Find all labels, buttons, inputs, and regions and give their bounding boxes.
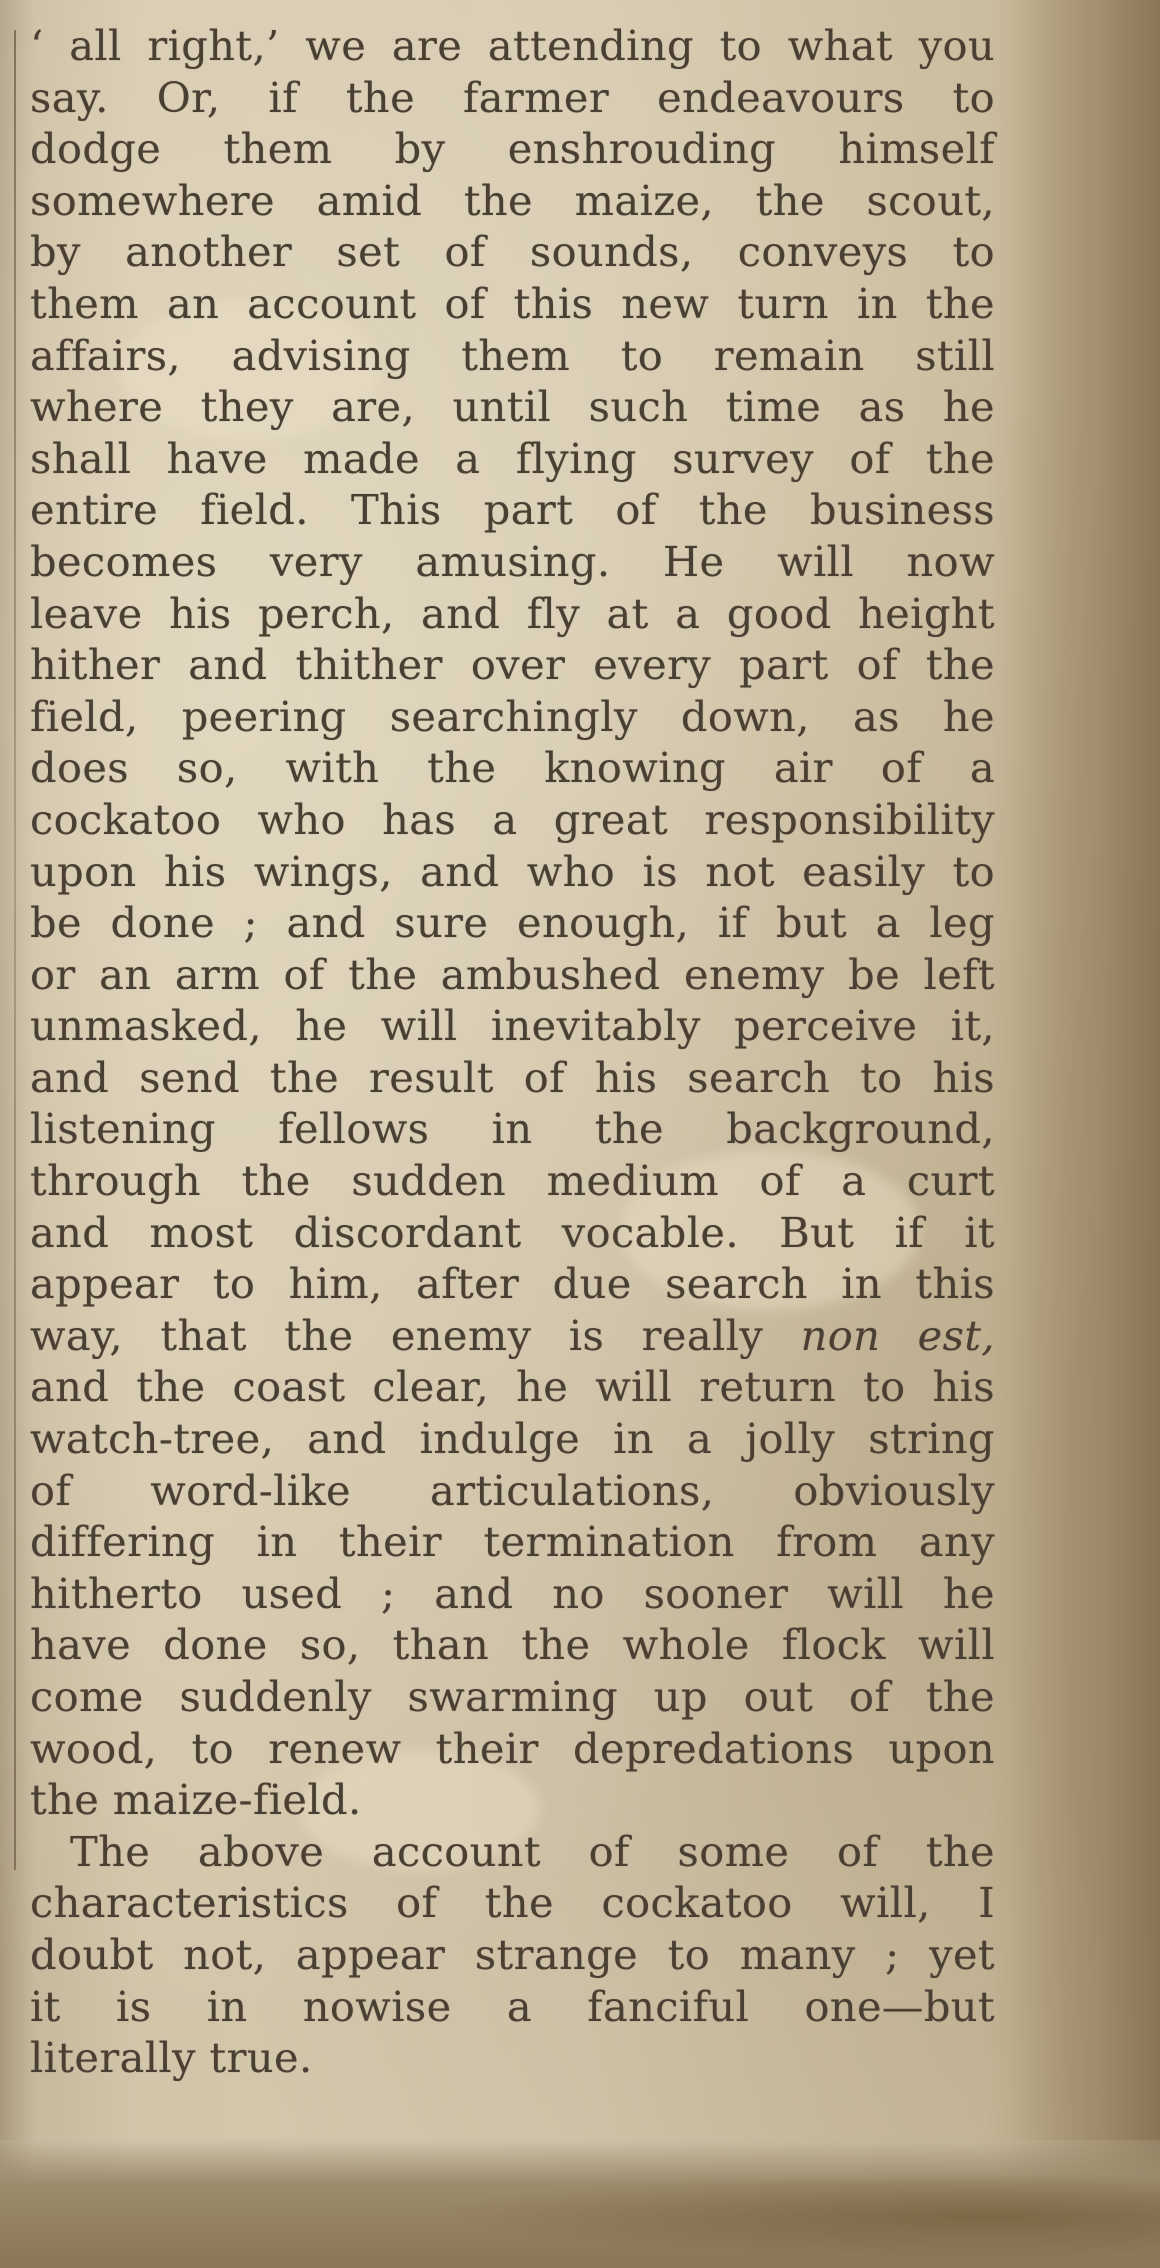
text-line: of word-like articulations, obviously: [30, 1465, 995, 1515]
text-line: it is in nowise a fanciful one—but: [30, 1981, 995, 2031]
text-line: characteristics of the cockatoo will, I: [30, 1878, 995, 1928]
text-line: shall have made a flying survey of the: [30, 433, 995, 483]
text-line: wood, to renew their depredations upon: [30, 1723, 995, 1773]
text-line: becomes very amusing. He will now: [30, 536, 995, 586]
italic-phrase: non est,: [800, 1310, 995, 1360]
text-line: come suddenly swarming up out of the: [30, 1672, 995, 1721]
text-line: be done ; and sure enough, if but a leg: [30, 898, 995, 948]
text-line: does so, with the knowing air of a: [30, 743, 995, 793]
text-line: watch-tree, and indulge in a jolly string: [30, 1414, 995, 1464]
text-line: somewhere amid the maize, the scout,: [30, 175, 995, 225]
text-line: cockatoo who has a great responsibility: [30, 794, 995, 844]
text-line: leave his perch, and fly at a good height: [30, 588, 995, 638]
text-segment: way, that the enemy is really: [30, 1310, 764, 1360]
text-line: say. Or, if the farmer endeavours to: [30, 72, 995, 122]
text-line: or an arm of the ambushed enemy be left: [30, 949, 995, 999]
text-line: them an account of this new turn in the: [30, 278, 995, 328]
text-line: by another set of sounds, conveys to: [30, 227, 995, 277]
text-line: hither and thither over every part of the: [30, 640, 995, 690]
text-line: have done so, than the whole flock will: [30, 1620, 995, 1670]
text-line: field, peering searchingly down, as he: [30, 691, 995, 741]
text-line: where they are, until such time as he: [30, 382, 995, 432]
text-line: unmasked, he will inevitably perceive it,: [30, 1001, 995, 1051]
text-line: through the sudden medium of a curt: [30, 1156, 995, 1206]
text-line: listening fellows in the background,: [30, 1104, 995, 1154]
text-line: and send the result of his search to his: [30, 1052, 995, 1102]
column-rule: [14, 30, 16, 1870]
article-column: [30, 20, 995, 2084]
paragraph-end-line: the maize-field.: [30, 1775, 362, 1825]
text-line: and the coast clear, he will return to his: [30, 1362, 995, 1412]
text-line: hitherto used ; and no sooner will he: [30, 1568, 995, 1618]
paper-bottom-edge: [0, 2140, 1160, 2268]
text-line: appear to him, after due search in this: [30, 1259, 995, 1309]
text-line: differing in their termination from any: [30, 1517, 995, 1567]
text-line-with-italic: [30, 1310, 995, 1362]
paragraph-end-line: literally true.: [30, 2033, 313, 2083]
paper-right-margin: [1010, 0, 1160, 2268]
text-line: dodge them by enshrouding himself: [30, 124, 995, 174]
text-line: doubt not, appear strange to many ; yet: [30, 1929, 995, 1979]
text-line: affairs, advising them to remain still: [30, 330, 995, 380]
text-line: entire field. This part of the business: [30, 485, 995, 535]
text-line: upon his wings, and who is not easily to: [30, 846, 995, 896]
text-line: and most discordant vocable. But if it: [30, 1207, 995, 1257]
paragraph-start-line: The above account of some of the: [70, 1826, 995, 1876]
text-line: ‘ all right,’ we are attending to what you: [30, 21, 995, 70]
